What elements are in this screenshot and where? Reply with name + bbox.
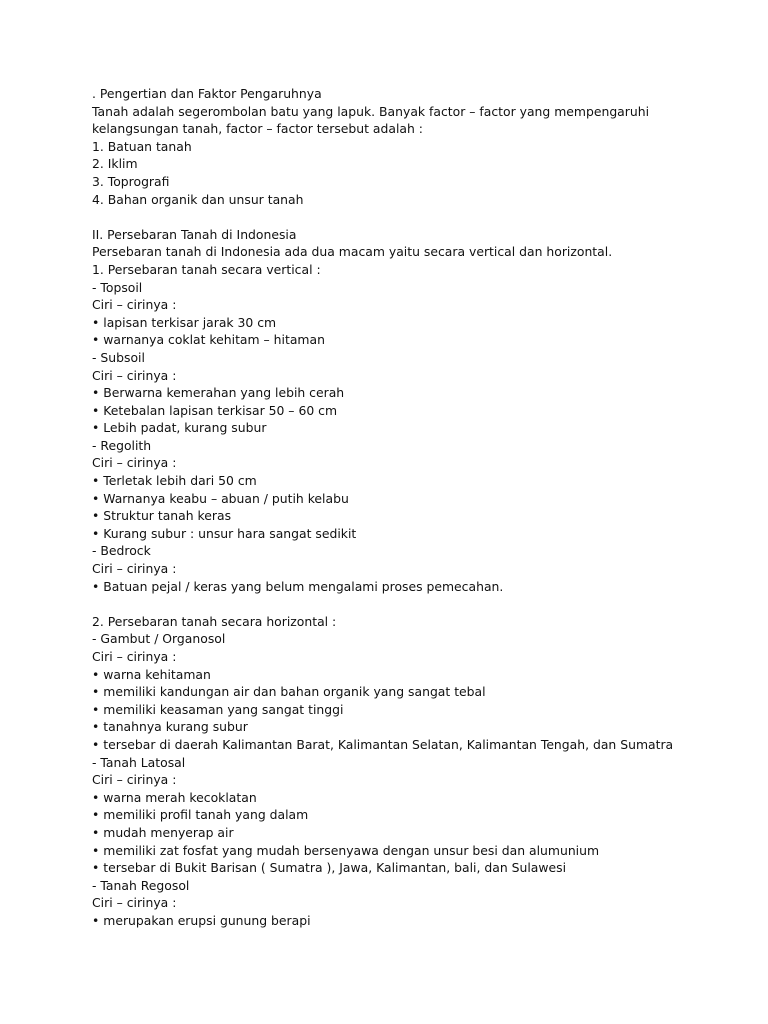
text-line: • memiliki zat fosfat yang mudah bersenyawa dengan unsur besi dan alumunium <box>92 842 600 858</box>
text-line: . Pengertian dan Faktor Pengaruhnya <box>92 86 322 101</box>
text-line: • Batuan pejal / keras yang belum mengalami proses pemecahan. <box>92 578 504 594</box>
text-line: Ciri – cirinya : <box>92 297 177 313</box>
text-line: 4. Bahan organik dan unsur tanah <box>92 191 304 207</box>
text-line: kelangsungan tanah, factor – factor tersebut adalah : <box>92 121 423 137</box>
text-line: 1. Persebaran tanah secara vertical : <box>92 261 321 277</box>
document-body <box>92 85 742 930</box>
text-line: • merupakan erupsi gunung berapi <box>92 912 311 928</box>
text-line: • warna kehitaman <box>92 666 211 682</box>
text-line: - Tanah Latosal <box>92 754 186 770</box>
text-line: • memiliki keasaman yang sangat tinggi <box>92 701 344 717</box>
text-line: • Kurang subur : unsur hara sangat sedikit <box>92 525 357 541</box>
text-line: • mudah menyerap air <box>92 824 234 840</box>
text-line: • Warnanya keabu – abuan / putih kelabu <box>92 490 349 506</box>
text-line: Ciri – cirinya : <box>92 895 177 911</box>
text-line: Ciri – cirinya : <box>92 561 177 577</box>
text-line: Tanah adalah segerombolan batu yang lapuk. Banyak factor – factor yang mempengaruhi <box>92 103 650 119</box>
text-line: • tersebar di Bukit Barisan ( Sumatra ), Jawa, Kalimantan, bali, dan Sulawesi <box>92 860 567 876</box>
text-line: Ciri – cirinya : <box>92 772 177 788</box>
text-line: 1. Batuan tanah <box>92 138 192 154</box>
blank-line <box>92 595 742 613</box>
text-line: - Bedrock <box>92 543 151 559</box>
text-line: • Berwarna kemerahan yang lebih cerah <box>92 385 345 401</box>
blank-line <box>92 208 742 226</box>
text-line: 2. Iklim <box>92 156 138 172</box>
text-line: • tersebar di daerah Kalimantan Barat, Kalimantan Selatan, Kalimantan Tengah, dan Sumatra <box>92 736 674 752</box>
text-line: • Ketebalan lapisan terkisar 50 – 60 cm <box>92 402 338 418</box>
text-line: Ciri – cirinya : <box>92 367 177 383</box>
text-line: • warna merah kecoklatan <box>92 789 257 805</box>
text-line: - Subsoil <box>92 349 145 365</box>
text-line: 2. Persebaran tanah secara horizontal : <box>92 613 337 629</box>
text-line: 3. Toprografi <box>92 173 170 189</box>
text-line: • warnanya coklat kehitam – hitaman <box>92 332 325 348</box>
text-line: II. Persebaran Tanah di Indonesia <box>92 226 297 242</box>
text-line: • lapisan terkisar jarak 30 cm <box>92 314 277 330</box>
text-line: - Gambut / Organosol <box>92 631 226 647</box>
text-line: • Lebih padat, kurang subur <box>92 420 267 436</box>
text-line: • Terletak lebih dari 50 cm <box>92 473 257 489</box>
text-line: • Struktur tanah keras <box>92 508 232 524</box>
text-line: Ciri – cirinya : <box>92 455 177 471</box>
text-line: Persebaran tanah di Indonesia ada dua macam yaitu secara vertical dan horizontal. <box>92 244 613 260</box>
text-line: - Topsoil <box>92 279 143 295</box>
text-line: - Tanah Regosol <box>92 877 190 893</box>
text-line: • memiliki profil tanah yang dalam <box>92 807 309 823</box>
text-line: Ciri – cirinya : <box>92 649 177 664</box>
text-line: • memiliki kandungan air dan bahan organik yang sangat tebal <box>92 684 486 700</box>
text-line: • tanahnya kurang subur <box>92 719 248 735</box>
text-line: - Regolith <box>92 437 152 453</box>
